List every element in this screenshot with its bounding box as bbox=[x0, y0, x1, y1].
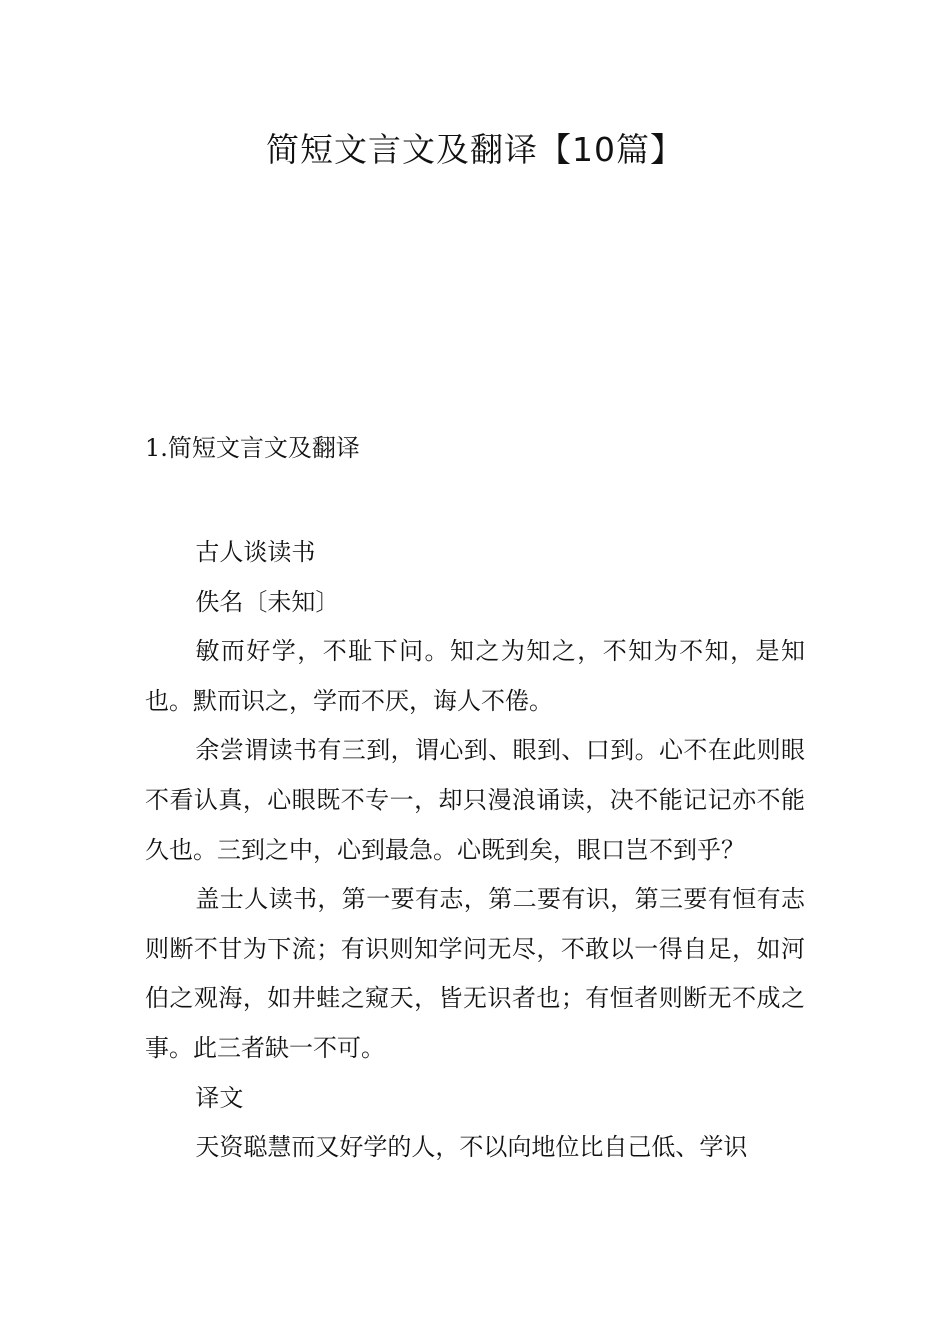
text-paragraph: 盖士人读书，第一要有志，第二要有识，第三要有恒有志则断不甘为下流；有识则知学问无尽，不敢以一得自足，如河伯之观海，如井蛙之窥天，皆无识者也；有恒者则断无不成之事。此三者缺一不可。 bbox=[145, 885, 805, 1062]
poem-title: 古人谈读书 bbox=[195, 538, 316, 566]
translation-label: 译文 bbox=[195, 1083, 244, 1112]
text-paragraph: 余尝谓读书有三到，谓心到、眼到、口到。心不在此则眼不看认真，心眼既不专一，却只漫浪诵读，决不能记记亦不能久也。三到之中，心到最急。心既到矣，眼口岂不到乎？ bbox=[145, 736, 805, 864]
text-paragraph: 敏而好学，不耻下问。知之为知之，不知为不知，是知也。默而识之，学而不厌，诲人不倦。 bbox=[145, 637, 805, 715]
translation-paragraph: 天资聪慧而又好学的人，不以向地位比自己低、学识 bbox=[195, 1133, 748, 1162]
document-title: 简短文言文及翻译【10篇】 bbox=[266, 130, 684, 169]
body-text bbox=[145, 528, 805, 1173]
section-heading: 1.简短文言文及翻译 bbox=[145, 434, 360, 462]
poem-author: 佚名〔未知〕 bbox=[195, 587, 340, 616]
